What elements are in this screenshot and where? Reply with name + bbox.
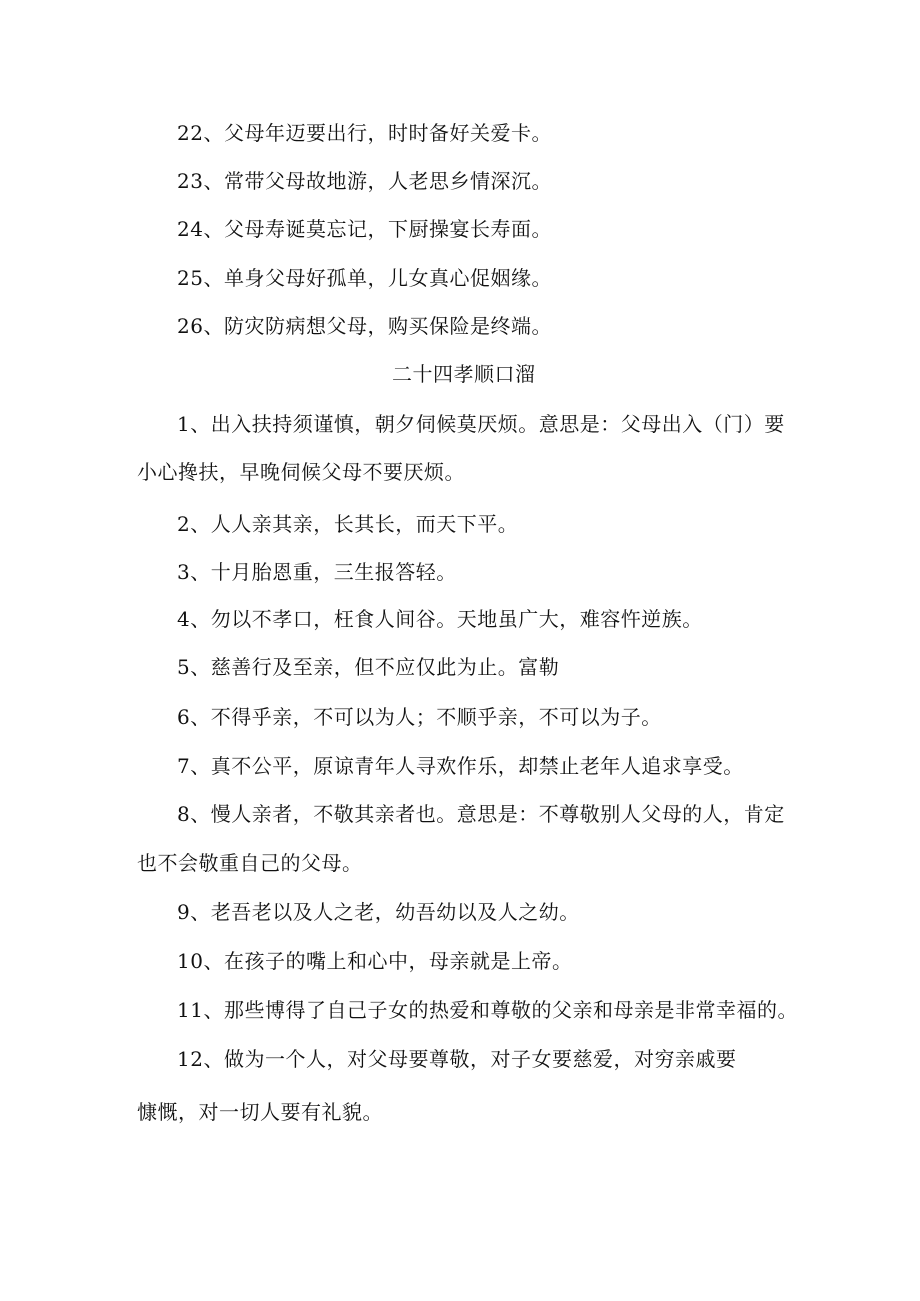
list-item: 1、出入扶持须谨慎，朝夕伺候莫厌烦。意思是：父母出入（门）要	[177, 412, 785, 436]
list-item: 11、那些博得了自己子女的热爱和尊敬的父亲和母亲是非常幸福的。	[177, 998, 798, 1022]
list-item-continuation: 慷慨，对一切人要有礼貌。	[137, 1100, 383, 1124]
list-item-continuation: 也不会敬重自己的父母。	[137, 851, 363, 875]
list-item: 6、不得乎亲，不可以为人；不顺乎亲，不可以为子。	[177, 705, 662, 729]
list-item: 2、人人亲其亲，长其长，而天下平。	[177, 512, 519, 536]
list-item: 22、父母年迈要出行，时时备好关爱卡。	[177, 121, 552, 145]
list-item: 10、在孩子的嘴上和心中，母亲就是上帝。	[177, 949, 573, 973]
list-item-continuation: 小心搀扶，早晚伺候父母不要厌烦。	[137, 460, 465, 484]
list-item: 24、父母寿诞莫忘记，下厨操宴长寿面。	[177, 217, 552, 241]
list-item: 3、十月胎恩重，三生报答轻。	[177, 560, 457, 584]
list-item: 4、勿以不孝口，枉食人间谷。天地虽广大，难容忤逆族。	[177, 607, 703, 631]
list-item: 8、慢人亲者，不敬其亲者也。意思是：不尊敬别人父母的人，肯定	[177, 802, 785, 826]
list-item: 7、真不公平，原谅青年人寻欢作乐，却禁止老年人追求享受。	[177, 754, 744, 778]
list-item: 5、慈善行及至亲，但不应仅此为止。富勒	[177, 655, 560, 679]
list-item: 25、单身父母好孤单，儿女真心促姻缘。	[177, 266, 552, 290]
list-item: 23、常带父母故地游，人老思乡情深沉。	[177, 169, 552, 193]
section-title: 二十四孝顺口溜	[392, 362, 536, 386]
list-item: 26、防灾防病想父母，购买保险是终端。	[177, 314, 552, 338]
list-item: 9、老吾老以及人之老，幼吾幼以及人之幼。	[177, 900, 580, 924]
list-item: 12、做为一个人，对父母要尊敬，对子女要慈爱，对穷亲戚要	[177, 1047, 737, 1071]
